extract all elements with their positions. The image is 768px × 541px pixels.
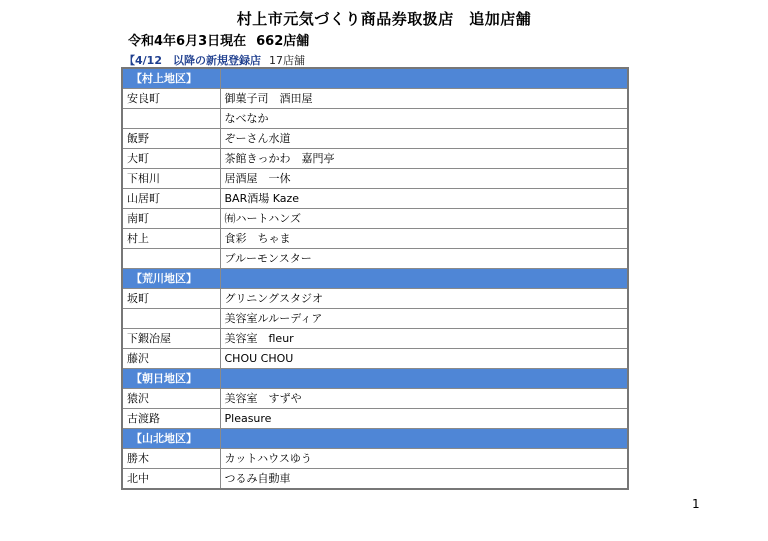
table-row: [122, 209, 628, 229]
section-header-fill: [220, 429, 628, 449]
table-row: [122, 149, 628, 169]
document-title: 村上市元気づくり商品券取扱店 追加店舗: [236, 10, 532, 28]
area-cell: 勝木: [122, 449, 220, 469]
shop-name-cell: ぞーさん水道: [220, 129, 628, 149]
area-cell: 山居町: [122, 189, 220, 209]
table-row: [122, 249, 628, 269]
section-header-label: 【荒川地区】: [122, 269, 220, 289]
table-row: [122, 349, 628, 369]
as-of-date: 令和4年6月3日現在: [128, 34, 247, 49]
new-registration-count: 17店舗: [268, 54, 305, 67]
area-cell: 猿沢: [122, 389, 220, 409]
shop-name-cell: ブルーモンスター: [220, 249, 628, 269]
shop-name-cell: 御菓子司 酒田屋: [220, 89, 628, 109]
shop-name-cell: BAR酒場 Kaze: [220, 189, 628, 209]
table-row: [122, 109, 628, 129]
table-row: [122, 169, 628, 189]
table-row: [122, 229, 628, 249]
shop-name-cell: 居酒屋 一休: [220, 169, 628, 189]
area-cell: 下相川: [122, 169, 220, 189]
shop-name-cell: カットハウスゆう: [220, 449, 628, 469]
table-row: [122, 89, 628, 109]
area-cell: 下鍜冶屋: [122, 329, 220, 349]
shop-name-cell: 美容室ルルーディア: [220, 309, 628, 329]
as-of-line: [128, 30, 309, 49]
table-row: [122, 449, 628, 469]
area-cell: 藤沢: [122, 349, 220, 369]
section-header-fill: [220, 68, 628, 89]
new-registration-label: 【4/12 以降の新規登録店: [124, 54, 261, 67]
table-row: [122, 309, 628, 329]
table-row: [122, 469, 628, 490]
table-row: [122, 329, 628, 349]
table-row: [122, 129, 628, 149]
section-header-row: [122, 429, 628, 449]
area-cell: 古渡路: [122, 409, 220, 429]
store-table: [121, 67, 629, 490]
section-header-row: [122, 68, 628, 89]
page-number: 1: [692, 497, 700, 511]
table-row: [122, 189, 628, 209]
section-header-label: 【山北地区】: [122, 429, 220, 449]
table-row: [122, 409, 628, 429]
section-header-fill: [220, 269, 628, 289]
area-cell: 村上: [122, 229, 220, 249]
area-cell: 北中: [122, 469, 220, 490]
shop-name-cell: ㈲ハートハンズ: [220, 209, 628, 229]
area-cell: 南町: [122, 209, 220, 229]
section-header-label: 【朝日地区】: [122, 369, 220, 389]
new-registration-line: [124, 52, 305, 68]
shop-name-cell: なべなか: [220, 109, 628, 129]
area-cell: 坂町: [122, 289, 220, 309]
area-cell: 大町: [122, 149, 220, 169]
area-cell: [122, 109, 220, 129]
section-header-row: [122, 269, 628, 289]
section-header-label: 【村上地区】: [122, 68, 220, 89]
table-row: [122, 389, 628, 409]
shop-name-cell: 茶館きっかわ 嘉門亭: [220, 149, 628, 169]
table-row: [122, 289, 628, 309]
shop-name-cell: グリニングスタジオ: [220, 289, 628, 309]
shop-name-cell: CHOU CHOU: [220, 349, 628, 369]
section-header-row: [122, 369, 628, 389]
shop-name-cell: 食彩 ちゃま: [220, 229, 628, 249]
area-cell: 飯野: [122, 129, 220, 149]
area-cell: [122, 309, 220, 329]
area-cell: 安良町: [122, 89, 220, 109]
shop-name-cell: 美容室 すずや: [220, 389, 628, 409]
store-total-count: 662店舗: [256, 34, 310, 49]
area-cell: [122, 249, 220, 269]
shop-name-cell: Pleasure: [220, 409, 628, 429]
shop-name-cell: 美容室 fleur: [220, 329, 628, 349]
shop-name-cell: つるみ自動車: [220, 469, 628, 490]
section-header-fill: [220, 369, 628, 389]
